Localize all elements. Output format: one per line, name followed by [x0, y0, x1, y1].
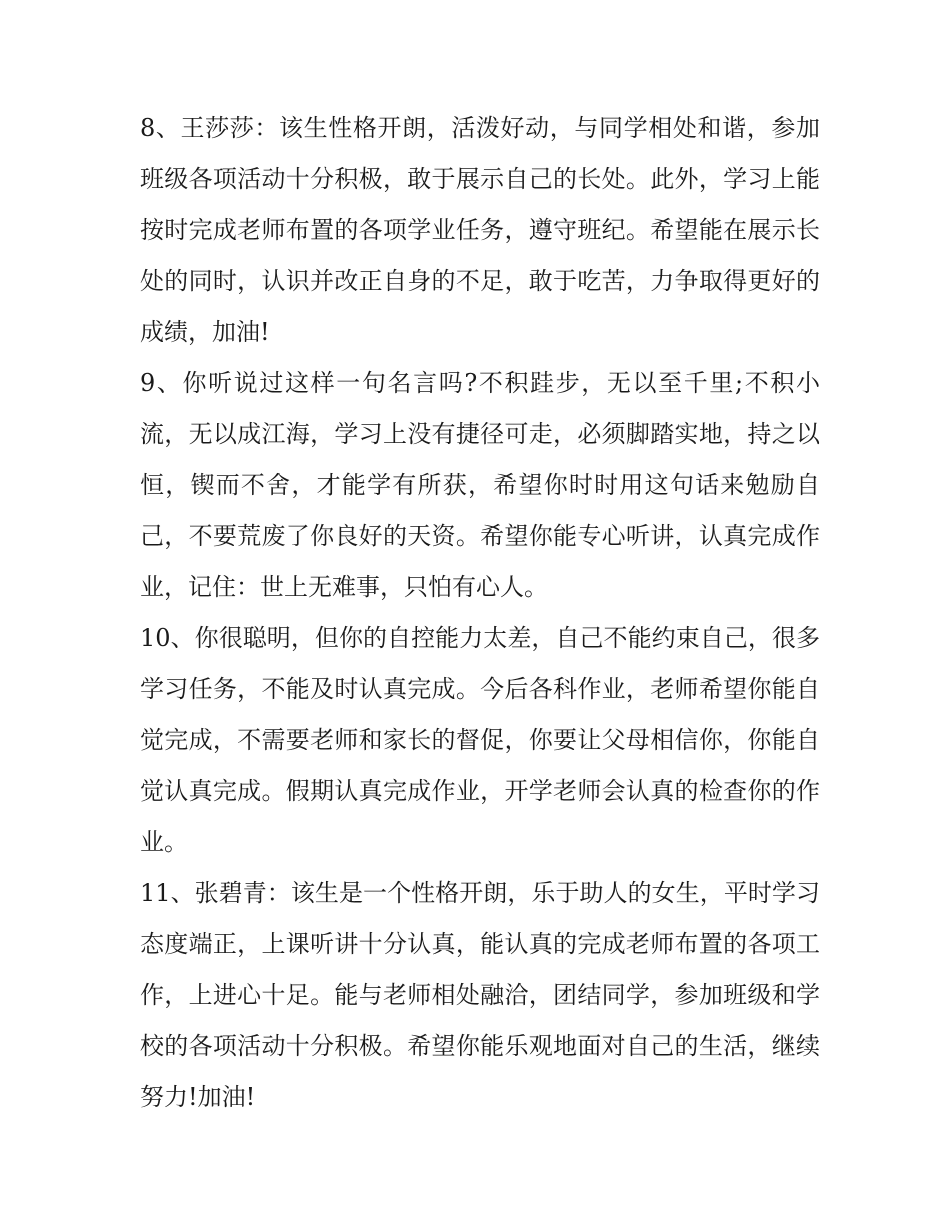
document-body: [140, 103, 820, 1123]
comment-paragraph-8: 8、王莎莎：该生性格开朗，活泼好动，与同学相处和谐，参加班级各项活动十分积极，敢于展示自己的长处。此外，学习上能按时完成老师布置的各项学业任务，遵守班纪。希望能在展示长处的同时，认识并改正自身的不足，敢于吃苦，力争取得更好的成绩，加油!: [140, 114, 820, 346]
comment-paragraph-10: 10、你很聪明，但你的自控能力太差，自己不能约束自己，很多学习任务，不能及时认真完成。今后各科作业，老师希望你能自觉完成，不需要老师和家长的督促，你要让父母相信你，你能自觉认真完成。假期认真完成作业，开学老师会认真的检查你的作业。: [140, 624, 820, 856]
comment-paragraph-9: 9、你听说过这样一句名言吗?不积跬步，无以至千里;不积小流，无以成江海，学习上没有捷径可走，必须脚踏实地，持之以恒，锲而不舍，才能学有所获，希望你时时用这句话来勉励自己，不要荒废了你良好的天资。希望你能专心听讲，认真完成作业，记住：世上无难事，只怕有心人。: [140, 369, 820, 601]
comment-paragraph-11: 11、张碧青：该生是一个性格开朗，乐于助人的女生，平时学习态度端正，上课听讲十分认真，能认真的完成老师布置的各项工作，上进心十足。能与老师相处融洽，团结同学，参加班级和学校的各项活动十分积极。希望你能乐观地面对自己的生活，继续努力!加油!: [140, 879, 820, 1111]
